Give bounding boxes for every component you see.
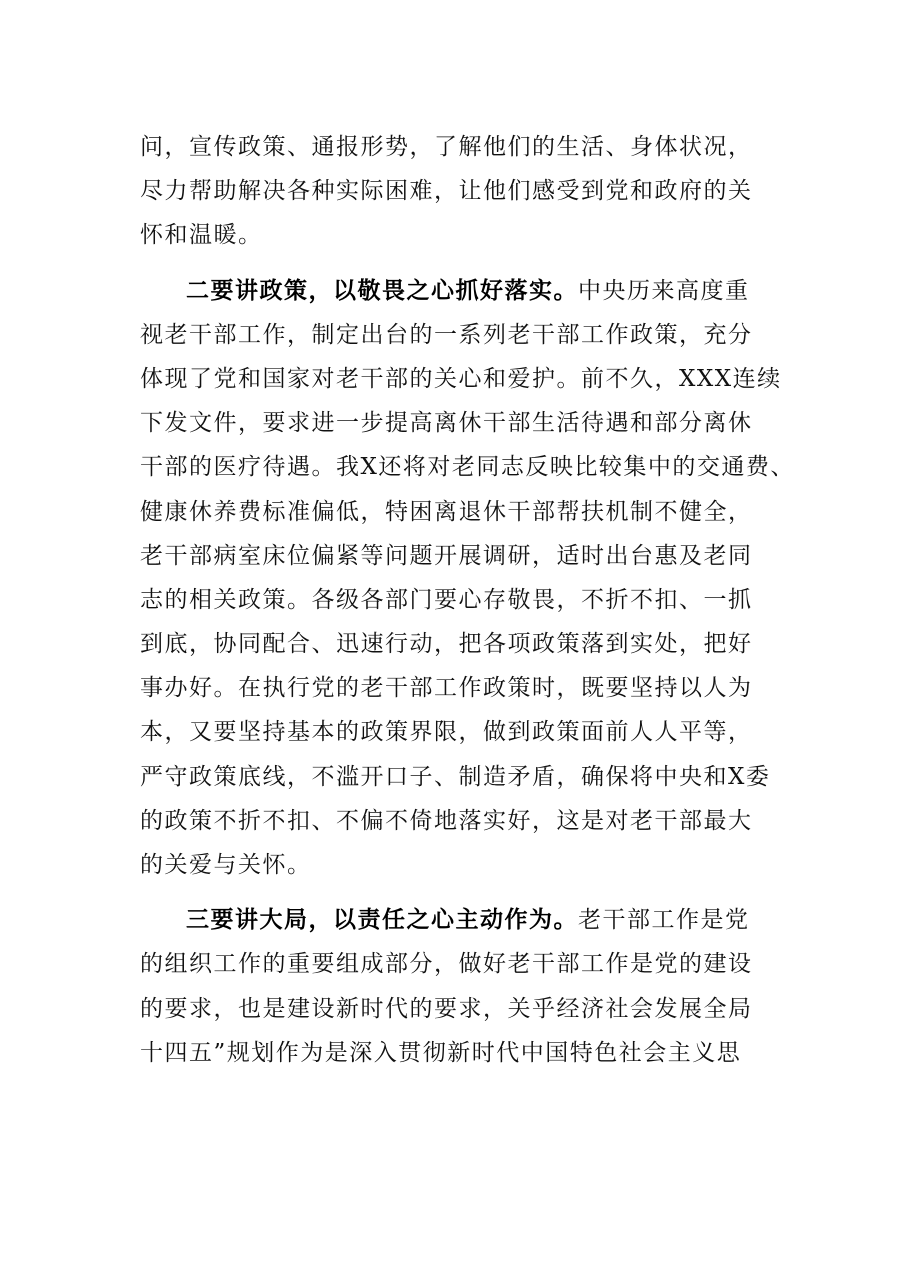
text-line: 的组织工作的重要组成部分，做好老干部工作是党的建设 [140, 951, 753, 978]
document-body [140, 125, 800, 1075]
text-line: 尽力帮助解决各种实际困难，让他们感受到党和政府的关 [140, 178, 753, 205]
paragraph-first-line [140, 898, 800, 942]
text-line: 的关爱与关怀。 [140, 852, 312, 878]
text-line: 严守政策底线，不滥开口子、制造矛盾，确保将中央和X委 [140, 763, 771, 790]
text-line: 到底，协同配合、迅速行动，把各项政策落到实处，把好 [140, 631, 753, 658]
text-line: 下发文件，要求进一步提高离休干部生活待遇和部分离休 [140, 410, 753, 437]
heading-continuation: 老干部工作是党 [578, 907, 750, 934]
text-line: 老干部病室床位偏紧等问题开展调研，适时出台惠及老同 [140, 542, 753, 569]
text-line: 志的相关政策。各级各部门要心存敬畏，不折不扣、一抓 [140, 586, 753, 613]
text-line: 的要求，也是建设新时代的要求，关乎经济社会发展全局 [140, 995, 753, 1022]
text-line: 的政策不折不扣、不偏不倚地落实好，这是对老干部最大 [140, 807, 753, 834]
paragraph-3 [140, 898, 800, 1075]
text-line: 十四五”规划作为是深入贯彻新时代中国特色社会主义思 [140, 1039, 742, 1066]
paragraph-2 [140, 269, 800, 888]
paragraph-first-line [140, 269, 800, 313]
text-line: 问，宣传政策、通报形势，了解他们的生活、身体状况， [140, 134, 753, 160]
text-line: 怀和温暖。 [140, 222, 263, 249]
paragraph-gap [140, 258, 800, 269]
paragraph-heading: 三要讲大局，以责任之心主动作为。 [186, 906, 578, 934]
text-line: 体现了党和国家对老干部的关心和爱护。前不久，XXX连续 [140, 365, 782, 392]
paragraph-gap [140, 887, 800, 898]
text-line: 健康休养费标准偏低，特困离退休干部帮扶机制不健全， [140, 498, 753, 525]
text-line: 干部的医疗待遇。我X还将对老同志反映比较集中的交通费、 [140, 454, 795, 481]
text-line: 视老干部工作，制定出台的一系列老干部工作政策，充分 [140, 321, 753, 348]
paragraph-heading: 二要讲政策，以敬畏之心抓好落实。 [186, 276, 578, 304]
heading-continuation: 中央历来高度重 [578, 277, 750, 304]
paragraph-1 [140, 125, 800, 258]
text-line: 事办好。在执行党的老干部工作政策时，既要坚持以人为 [140, 675, 753, 702]
text-line: 本，又要坚持基本的政策界限，做到政策面前人人平等， [140, 719, 753, 746]
